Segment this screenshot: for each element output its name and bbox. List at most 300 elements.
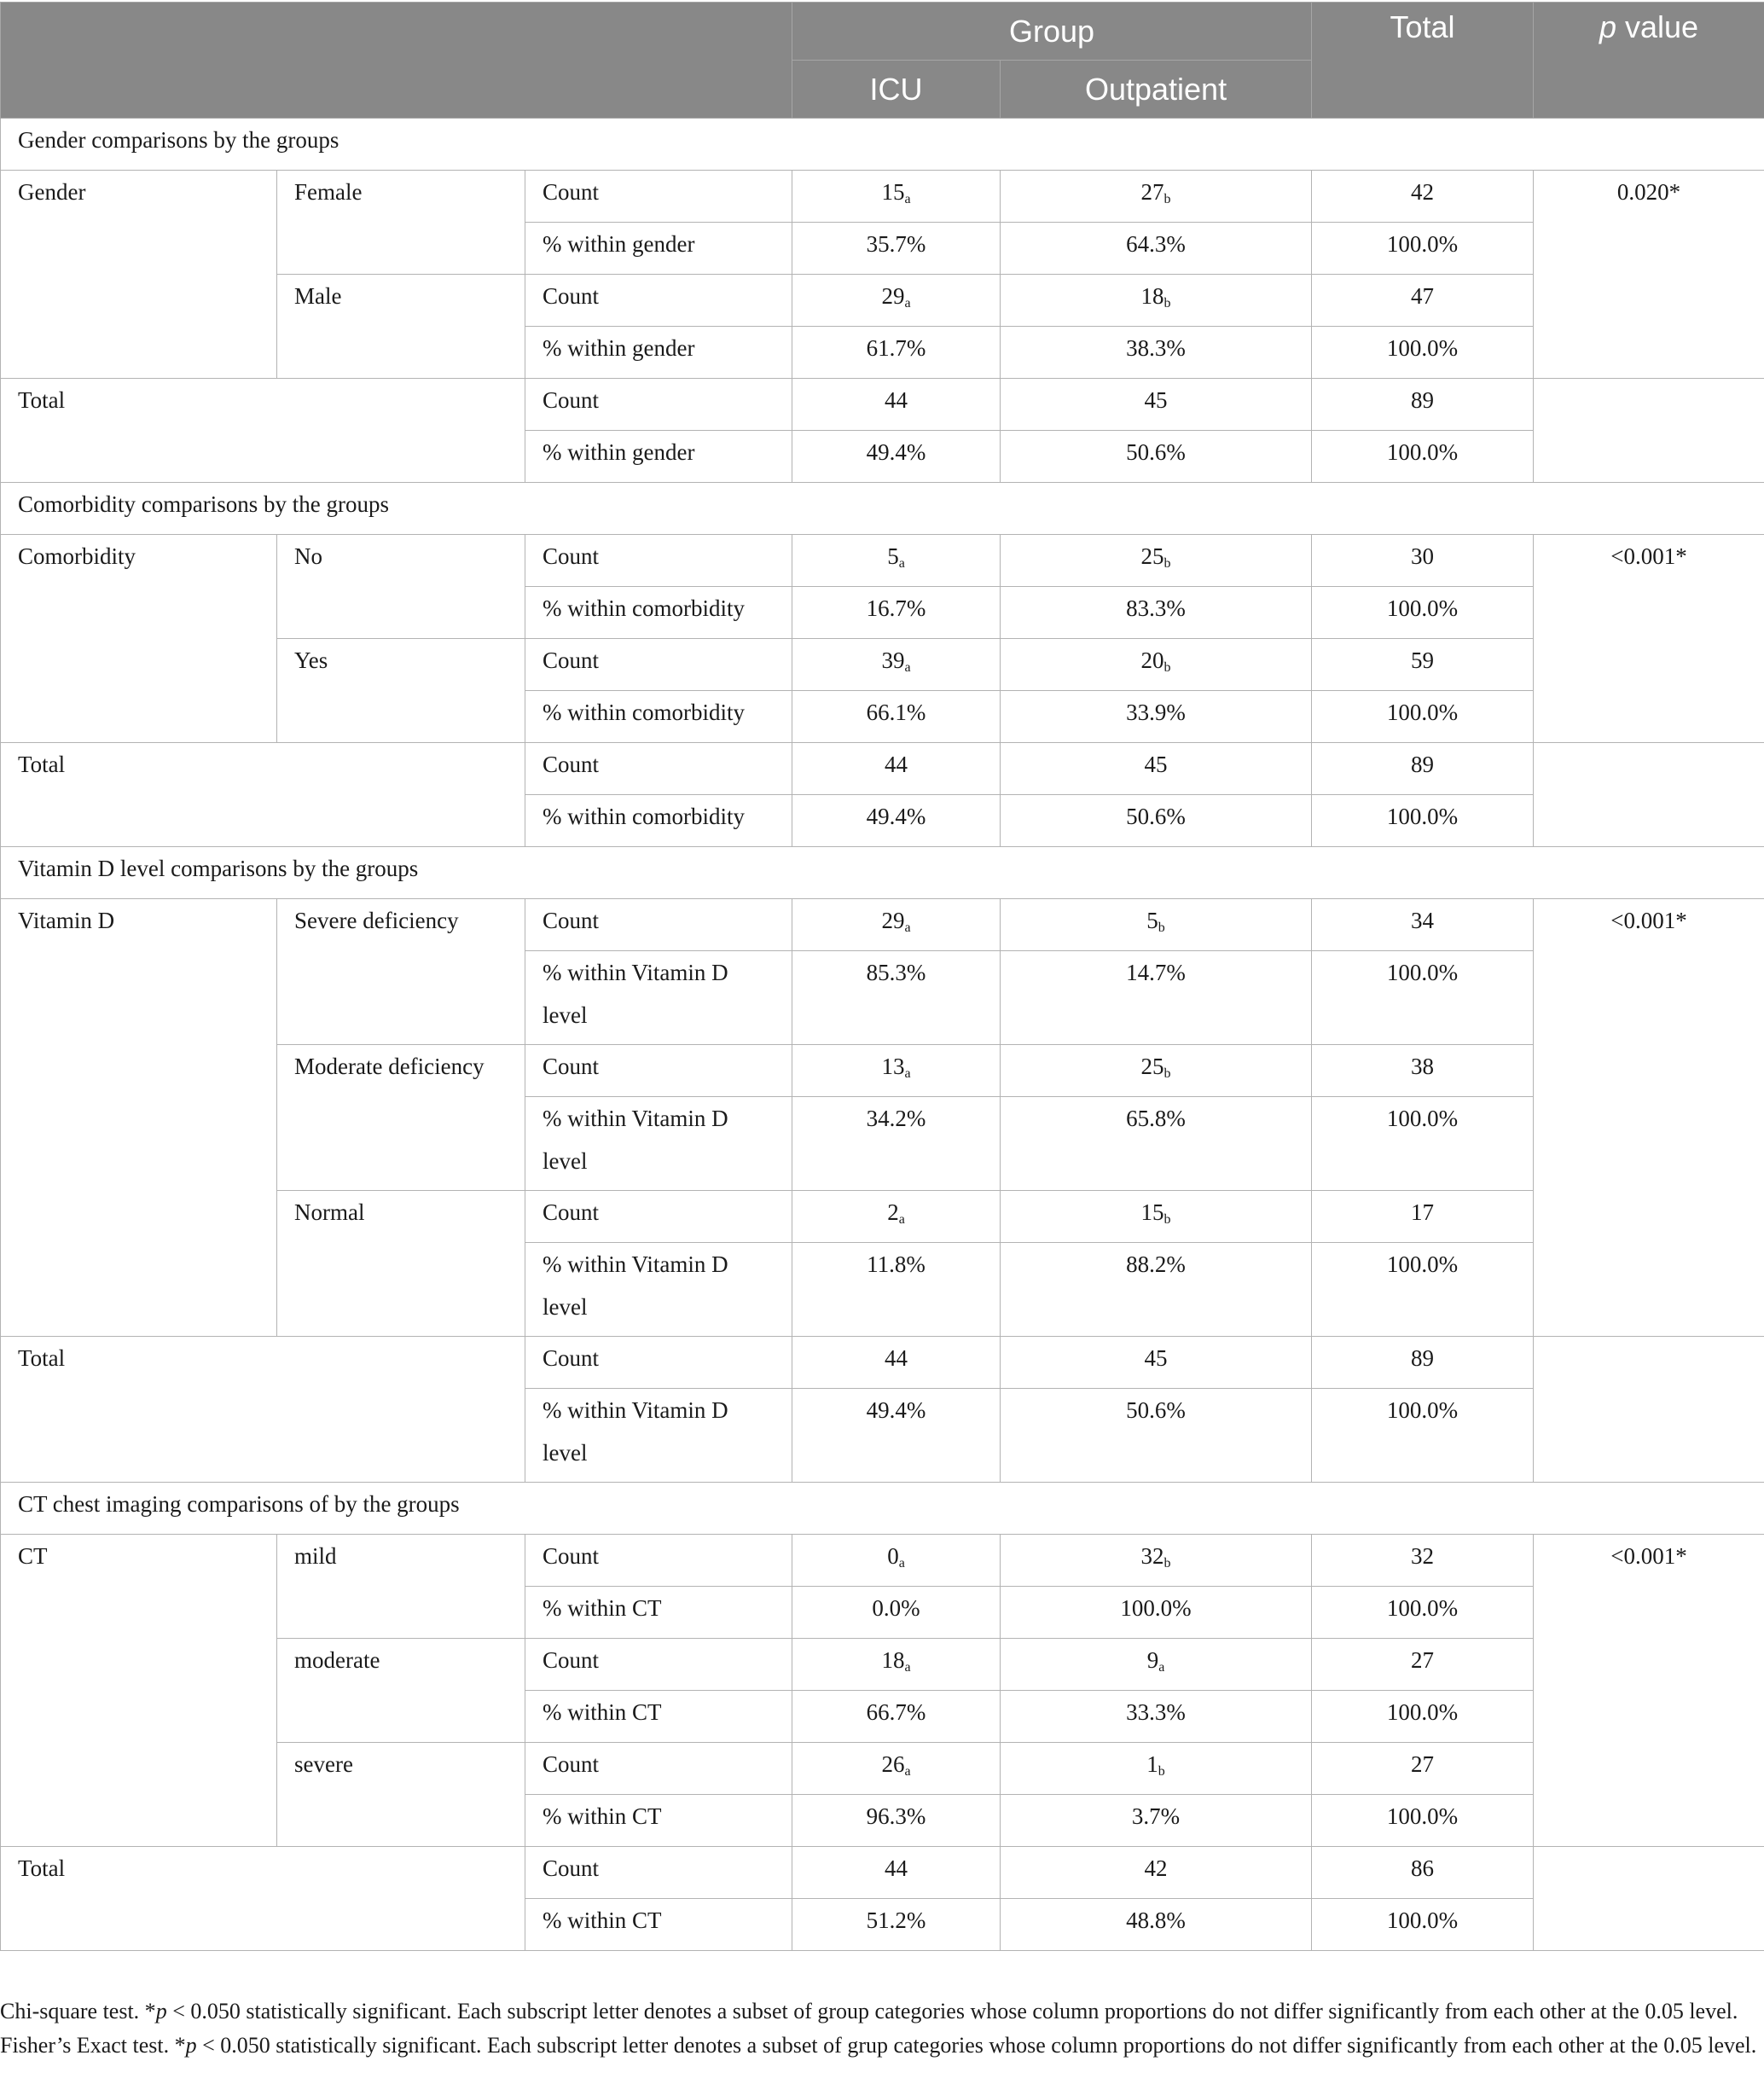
outpatient-count-subscript: b [1158,1764,1165,1779]
icu-count-text: 2 [887,1199,899,1225]
total-count [1312,535,1534,587]
outpatient-pct-text: 88.2% [1126,1251,1186,1277]
icu-count [792,1535,1001,1587]
footnote-p1: p [155,1999,167,2023]
outpatient-pct [1001,1795,1312,1847]
outpatient-pct [1001,1097,1312,1191]
p-value-empty [1534,1337,1764,1483]
stat-label-count-text: Count [543,283,600,309]
total-pct [1312,691,1534,743]
icu-pct [792,951,1001,1045]
total-label-text: Total [18,1855,66,1881]
section-title [1,119,1764,171]
level-name-text: Severe deficiency [294,908,459,933]
icu-count-text: 44 [885,387,908,413]
section-title-row [1,1483,1764,1535]
icu-count [792,379,1001,431]
total-pct [1312,1097,1534,1191]
level-name [277,639,525,743]
icu-pct-text: 49.4% [866,1397,926,1423]
icu-count-text: 15 [881,179,905,205]
total-pct-text: 100.0% [1386,335,1459,361]
total-pct-text: 100.0% [1386,804,1459,829]
total-count-text: 17 [1411,1199,1435,1225]
header-outpatient: Outpatient [1001,61,1312,119]
total-pct-text: 100.0% [1386,231,1459,257]
outpatient-pct-text: 14.7% [1126,960,1186,985]
total-label [1,1337,525,1483]
total-count [1312,639,1534,691]
level-name-text: severe [294,1751,353,1777]
icu-count-text: 0 [887,1543,899,1569]
stat-label-count-text: Count [543,543,600,569]
icu-pct [792,1899,1001,1951]
outpatient-pct [1001,1587,1312,1639]
stat-label-pct-text: % within CT [543,1907,662,1933]
level-name [277,535,525,639]
outpatient-pct-text: 83.3% [1126,595,1186,621]
outpatient-pct-text: 33.3% [1126,1699,1186,1725]
level-name [277,275,525,379]
outpatient-count-text: 9 [1146,1647,1159,1673]
level-name-text: Yes [294,647,328,673]
total-pct-text: 100.0% [1386,1106,1459,1131]
stat-label-pct [525,795,792,847]
total-count [1312,1045,1534,1097]
total-pct [1312,1389,1534,1483]
total-count-text: 32 [1411,1543,1435,1569]
total-pct [1312,1795,1534,1847]
icu-pct [792,795,1001,847]
stat-label-count [525,1045,792,1097]
total-pct-text: 100.0% [1386,960,1459,985]
icu-count-subscript: a [904,1764,911,1779]
stat-label-count-text: Count [543,1647,600,1673]
total-pct [1312,1899,1534,1951]
variable-name [1,535,277,743]
outpatient-count-subscript: a [1158,1660,1165,1675]
level-name [277,1639,525,1743]
stat-label-pct-text: % within gender [543,439,695,465]
header-group: Group [792,3,1312,61]
total-pct-text: 100.0% [1386,1699,1459,1725]
p-value [1534,171,1764,379]
icu-count [792,275,1001,327]
outpatient-count [1001,379,1312,431]
section-title-row [1,847,1764,899]
total-pct [1312,1587,1534,1639]
icu-pct [792,1389,1001,1483]
icu-count-subscript: a [904,296,911,311]
outpatient-count-text: 20 [1140,647,1164,673]
outpatient-count [1001,639,1312,691]
icu-count-subscript: a [904,192,911,206]
icu-count-text: 5 [887,543,899,569]
stat-label-count [525,743,792,795]
outpatient-count [1001,1337,1312,1389]
stat-label-count-text: Count [543,1199,600,1225]
outpatient-count-text: 45 [1144,752,1168,777]
icu-count-subscript: a [904,920,911,935]
outpatient-count [1001,171,1312,223]
icu-pct-text: 11.8% [867,1251,926,1277]
total-count-text: 86 [1411,1855,1435,1881]
header-blank [1,3,792,119]
icu-pct-text: 16.7% [866,595,926,621]
stat-label-pct [525,431,792,483]
outpatient-pct-text: 50.6% [1126,439,1186,465]
stat-label-count [525,171,792,223]
total-count [1312,1191,1534,1243]
stat-label-pct-text: % within CT [543,1595,662,1621]
outpatient-count [1001,1639,1312,1691]
total-count [1312,1639,1534,1691]
total-pct [1312,431,1534,483]
variable-name [1,899,277,1337]
level-name-text: moderate [294,1647,380,1673]
stat-label-count-text: Count [543,1345,600,1371]
p-value [1534,535,1764,743]
icu-count-text: 44 [885,1345,908,1371]
icu-count-subscript: a [898,556,905,571]
total-label-text: Total [18,752,66,777]
section-title-text: Comorbidity comparisons by the groups [18,491,389,517]
outpatient-pct [1001,431,1312,483]
icu-pct-text: 51.2% [866,1907,926,1933]
stat-label-pct-text: % within CT [543,1803,662,1829]
total-pct [1312,795,1534,847]
total-pct [1312,223,1534,275]
outpatient-count [1001,743,1312,795]
icu-pct [792,1243,1001,1337]
outpatient-count-text: 25 [1140,543,1164,569]
table-row [1,899,1764,951]
section-title [1,1483,1764,1535]
outpatient-pct-text: 33.9% [1126,700,1186,725]
stat-label-pct [525,1097,792,1191]
icu-count-subscript: a [898,1212,905,1227]
header-p-italic: p [1599,9,1616,44]
variable-name-text: Gender [18,179,86,205]
icu-pct-text: 66.1% [866,700,926,725]
total-pct-text: 100.0% [1386,595,1459,621]
outpatient-count-subscript: b [1163,192,1171,206]
footnote-p2: p [185,2033,197,2058]
outpatient-count [1001,899,1312,951]
icu-pct [792,1587,1001,1639]
total-pct [1312,1691,1534,1743]
icu-pct-text: 49.4% [866,804,926,829]
total-count-text: 30 [1411,543,1435,569]
icu-pct [792,431,1001,483]
stat-label-count [525,1337,792,1389]
level-name [277,171,525,275]
stat-label-pct [525,951,792,1045]
stat-label-pct-text: % within Vitamin D level [543,1251,728,1320]
stat-label-count [525,1535,792,1587]
outpatient-count [1001,1743,1312,1795]
total-count [1312,1847,1534,1899]
stat-label-count [525,1191,792,1243]
p-value-text: 0.020* [1616,179,1681,205]
stat-label-count-text: Count [543,908,600,933]
stat-label-pct-text: % within comorbidity [543,804,745,829]
section-title-row [1,119,1764,171]
icu-count-subscript: a [904,660,911,675]
stat-label-count-text: Count [543,1751,600,1777]
section-title-row [1,483,1764,535]
icu-pct-text: 85.3% [866,960,926,985]
level-name-text: mild [294,1543,337,1569]
outpatient-count-subscript: b [1163,1212,1171,1227]
outpatient-pct [1001,1899,1312,1951]
outpatient-count-text: 27 [1140,179,1164,205]
p-value-empty [1534,743,1764,847]
total-pct-text: 100.0% [1386,1595,1459,1621]
total-count-text: 59 [1411,647,1435,673]
outpatient-pct [1001,327,1312,379]
outpatient-count-text: 18 [1140,283,1164,309]
total-pct [1312,951,1534,1045]
outpatient-count [1001,1045,1312,1097]
total-pct-text: 100.0% [1386,1397,1459,1423]
total-label-text: Total [18,1345,66,1371]
stat-label-pct-text: % within comorbidity [543,700,745,725]
header-p-value [1534,3,1764,119]
outpatient-pct-text: 65.8% [1126,1106,1186,1131]
outpatient-count-text: 45 [1144,1345,1168,1371]
icu-count-subscript: a [904,1660,911,1675]
total-count [1312,1535,1534,1587]
icu-count [792,1191,1001,1243]
stat-label-pct [525,587,792,639]
level-name [277,899,525,1045]
total-count-text: 89 [1411,387,1435,413]
header-total [1312,3,1534,119]
stat-label-pct [525,223,792,275]
icu-pct-text: 0.0% [872,1595,920,1621]
icu-pct [792,691,1001,743]
total-count [1312,1743,1534,1795]
total-count [1312,379,1534,431]
stat-label-pct-text: % within gender [543,335,695,361]
total-pct-text: 100.0% [1386,700,1459,725]
stat-label-pct [525,1243,792,1337]
icu-pct [792,1691,1001,1743]
footnote-part3: < 0.050 statistically significant. Each subscript letter denotes a subset of grup categories whose column proportions do not differ significantly from each other at the 0.05 level. [196,2033,1757,2058]
total-row [1,1337,1764,1389]
outpatient-pct [1001,223,1312,275]
outpatient-count-subscript: b [1163,1556,1171,1571]
stat-label-count-text: Count [543,1543,600,1569]
outpatient-pct [1001,587,1312,639]
stat-label-pct [525,1389,792,1483]
outpatient-pct [1001,1691,1312,1743]
icu-pct-text: 96.3% [866,1803,926,1829]
outpatient-count-text: 45 [1144,387,1168,413]
stat-label-count-text: Count [543,647,600,673]
icu-count-text: 18 [881,1647,905,1673]
table-row [1,1535,1764,1587]
icu-pct [792,223,1001,275]
stat-label-pct-text: % within gender [543,231,695,257]
total-count-text: 89 [1411,1345,1435,1371]
icu-count-subscript: a [904,1066,911,1081]
level-name-text: Normal [294,1199,365,1225]
table-body [1,119,1764,1951]
footnote-part2: < 0.050 statistically significant. Each subscript letter denotes a subset of group categories whose column proportions do not differ significantly from each other at the 0.05 level. Fisher’s Exact test. * [0,1999,1738,2058]
total-pct [1312,327,1534,379]
header-total-label: Total [1390,9,1455,44]
variable-name [1,1535,277,1847]
icu-count-text: 44 [885,1855,908,1881]
outpatient-count-subscript: b [1163,556,1171,571]
level-name-text: No [294,543,322,569]
icu-pct [792,327,1001,379]
level-name [277,1535,525,1639]
outpatient-pct-text: 50.6% [1126,804,1186,829]
outpatient-count [1001,1191,1312,1243]
stat-label-pct-text: % within CT [543,1699,662,1725]
total-pct-text: 100.0% [1386,439,1459,465]
total-row [1,1847,1764,1899]
table-row [1,535,1764,587]
outpatient-pct-text: 50.6% [1126,1397,1186,1423]
p-value [1534,899,1764,1337]
stat-label-count [525,1743,792,1795]
icu-count-text: 26 [881,1751,905,1777]
outpatient-count-text: 15 [1140,1199,1164,1225]
section-title [1,847,1764,899]
p-value-text: <0.001* [1610,908,1687,933]
section-title-text: CT chest imaging comparisons of by the groups [18,1491,460,1517]
icu-count [792,171,1001,223]
total-label [1,379,525,483]
stat-label-pct-text: % within comorbidity [543,595,745,621]
outpatient-count-text: 5 [1146,908,1158,933]
icu-count-text: 44 [885,752,908,777]
stat-label-count [525,379,792,431]
icu-count [792,899,1001,951]
stat-label-count-text: Count [543,1054,600,1079]
outpatient-pct [1001,1389,1312,1483]
icu-pct-text: 61.7% [866,335,926,361]
p-value-text: <0.001* [1610,1543,1687,1569]
total-pct-text: 100.0% [1386,1251,1459,1277]
stat-label-count [525,275,792,327]
icu-count [792,639,1001,691]
stat-label-count-text: Count [543,179,600,205]
total-count-text: 47 [1411,283,1435,309]
total-label [1,1847,525,1951]
total-row [1,379,1764,431]
total-count-text: 34 [1411,908,1435,933]
total-label [1,743,525,847]
footnote-part1: Chi-square test. * [0,1999,156,2023]
stat-label-pct [525,1587,792,1639]
stat-label-count [525,639,792,691]
stat-label-pct [525,1691,792,1743]
outpatient-count-subscript: b [1158,920,1165,935]
total-pct-text: 100.0% [1386,1907,1459,1933]
icu-count [792,1337,1001,1389]
stat-label-pct-text: % within Vitamin D level [543,1106,728,1174]
p-value-text: <0.001* [1610,543,1687,569]
outpatient-pct-text: 64.3% [1126,231,1186,257]
icu-count [792,1639,1001,1691]
icu-count-text: 39 [881,647,905,673]
outpatient-pct-text: 3.7% [1131,1803,1181,1829]
variable-name [1,171,277,379]
icu-pct-text: 49.4% [866,439,926,465]
total-label-text: Total [18,387,66,413]
stat-label-count [525,1847,792,1899]
total-count-text: 38 [1411,1054,1435,1079]
section-title [1,483,1764,535]
total-count [1312,275,1534,327]
section-title-text: Vitamin D level comparisons by the groups [18,856,419,881]
outpatient-count [1001,275,1312,327]
outpatient-pct-text: 48.8% [1126,1907,1186,1933]
level-name-text: Moderate deficiency [294,1054,485,1079]
level-name [277,1743,525,1847]
icu-count [792,1847,1001,1899]
outpatient-count-subscript: b [1163,660,1171,675]
outpatient-count-text: 1 [1146,1751,1158,1777]
stat-label-pct [525,691,792,743]
header-icu: ICU [792,61,1001,119]
variable-name-text: Comorbidity [18,543,136,569]
icu-count [792,743,1001,795]
variable-name-text: Vitamin D [18,908,115,933]
results-table [0,2,1764,1951]
total-pct-text: 100.0% [1386,1803,1459,1829]
total-count-text: 27 [1411,1647,1435,1673]
total-count-text: 42 [1411,179,1435,205]
icu-count [792,535,1001,587]
p-value [1534,1535,1764,1847]
outpatient-pct [1001,1243,1312,1337]
icu-count [792,1743,1001,1795]
icu-count-text: 29 [881,283,905,309]
stat-label-count-text: Count [543,752,600,777]
p-value-empty [1534,1847,1764,1951]
icu-pct-text: 34.2% [866,1106,926,1131]
variable-name-text: CT [18,1543,48,1569]
level-name-text: Male [294,283,342,309]
outpatient-pct-text: 100.0% [1120,1595,1192,1621]
stat-label-count [525,899,792,951]
outpatient-pct [1001,951,1312,1045]
total-count [1312,743,1534,795]
level-name-text: Female [294,179,363,205]
table-row [1,171,1764,223]
stat-label-pct [525,1899,792,1951]
section-title-text: Gender comparisons by the groups [18,127,339,153]
outpatient-count [1001,535,1312,587]
outpatient-count-text: 25 [1140,1054,1164,1079]
icu-count-text: 29 [881,908,905,933]
stat-label-pct [525,1795,792,1847]
outpatient-count [1001,1847,1312,1899]
header-p-rest: value [1616,9,1699,44]
stat-label-pct-text: % within Vitamin D level [543,1397,728,1466]
total-pct [1312,587,1534,639]
icu-pct-text: 35.7% [866,231,926,257]
icu-pct [792,1795,1001,1847]
outpatient-count-subscript: b [1163,1066,1171,1081]
outpatient-pct [1001,691,1312,743]
